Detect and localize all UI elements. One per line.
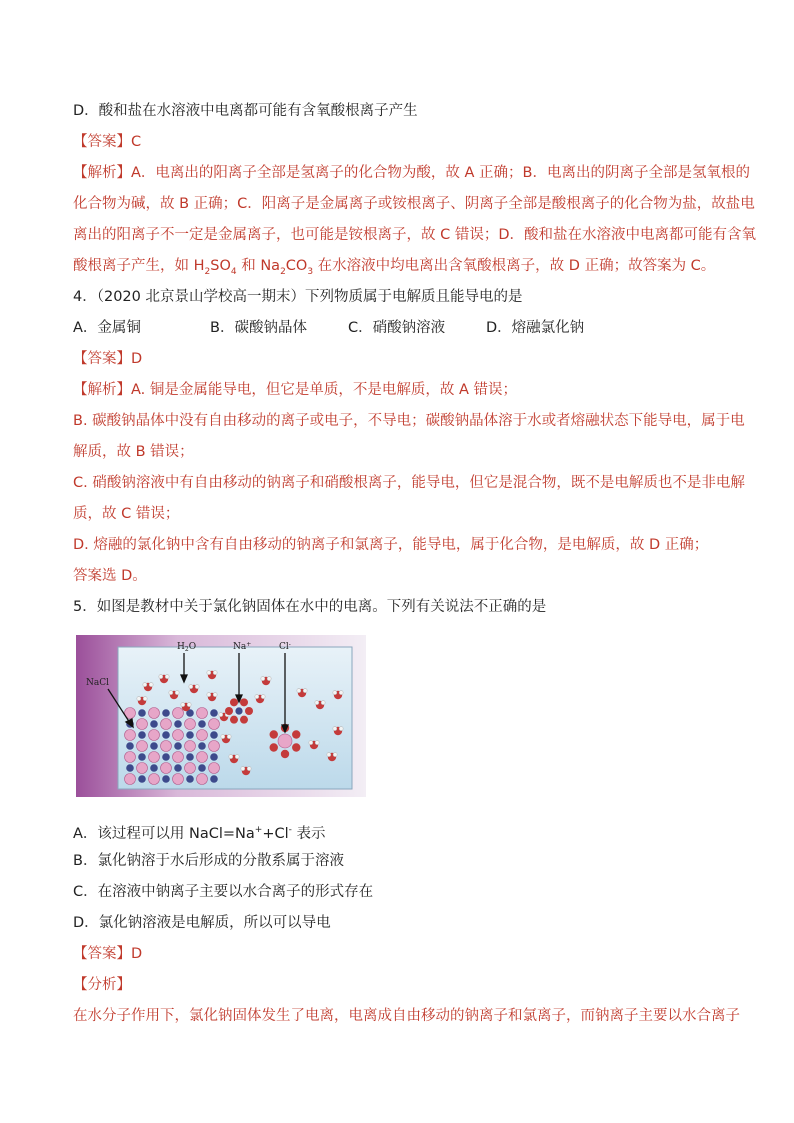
nacl-dissolution-figure xyxy=(76,635,366,797)
hydration-oxygen xyxy=(270,743,278,751)
crystal-cl-ion xyxy=(161,719,172,730)
crystal-na-ion xyxy=(198,742,206,750)
crystal-na-ion xyxy=(162,709,170,717)
water-hydrogen xyxy=(235,755,239,759)
water-hydrogen xyxy=(195,685,199,689)
crystal-na-ion xyxy=(186,775,194,783)
analysis-4-line-5: 质，故 C 错误； xyxy=(73,506,180,522)
water-hydrogen xyxy=(159,675,163,679)
label-cl: Cl- xyxy=(279,641,291,652)
water-hydrogen xyxy=(229,755,233,759)
water-hydrogen xyxy=(309,741,313,745)
chloride-ion xyxy=(278,734,292,748)
water-hydrogen xyxy=(207,693,211,697)
crystal-cl-ion xyxy=(149,774,160,785)
crystal-na-ion xyxy=(138,775,146,783)
label-na: Na+ xyxy=(233,641,252,652)
crystal-na-ion xyxy=(198,764,206,772)
crystal-cl-ion xyxy=(125,752,136,763)
crystal-na-ion xyxy=(210,753,218,761)
crystal-na-ion xyxy=(210,709,218,717)
water-hydrogen xyxy=(333,727,337,731)
water-hydrogen xyxy=(137,697,141,701)
crystal-na-ion xyxy=(174,764,182,772)
water-hydrogen xyxy=(333,691,337,695)
crystal-cl-ion xyxy=(185,763,196,774)
water-hydrogen xyxy=(219,713,223,717)
water-hydrogen xyxy=(213,693,217,697)
crystal-cl-ion xyxy=(137,763,148,774)
water-hydrogen xyxy=(315,701,319,705)
label-h2o: $H_2O$ xyxy=(177,642,197,653)
hydration-oxygen xyxy=(281,750,289,758)
q5-option-a: A．该过程可以用 NaCl=Na++Cl- 表示 xyxy=(73,825,326,842)
crystal-cl-ion xyxy=(137,719,148,730)
analysis-label: 【解析】 xyxy=(73,165,131,181)
water-hydrogen xyxy=(297,689,301,693)
analysis-4-line-1: 【解析】A. 铜是金属能导电，但它是单质，不是电解质，故 A 错误； xyxy=(73,382,518,398)
crystal-na-ion xyxy=(162,731,170,739)
crystal-cl-ion xyxy=(173,774,184,785)
hydration-oxygen xyxy=(240,698,248,706)
q4-option-d: D．熔融氯化钠 xyxy=(486,320,585,336)
analysis-3-line-2: 化合物为碱，故 B 正确；C．阳离子是金属离子或铵根离子、阴离子全部是酸根离子的化合物为盐，故盐电 xyxy=(73,196,755,212)
water-hydrogen xyxy=(333,753,337,757)
crystal-cl-ion xyxy=(125,730,136,741)
q5-option-d: D．氯化钠溶液是电解质，所以可以导电 xyxy=(73,915,331,931)
analysis-4-line-2: B. 碳酸钠晶体中没有自由移动的离子或电子，不导电；碳酸钠晶体溶于水或者熔融状态下能导电，属于电 xyxy=(73,413,745,429)
crystal-cl-ion xyxy=(149,752,160,763)
crystal-cl-ion xyxy=(209,719,220,730)
analysis-4-line-3: 解质，故 B 错误； xyxy=(73,444,194,460)
hydration-oxygen xyxy=(245,707,253,715)
water-hydrogen xyxy=(267,677,271,681)
water-hydrogen xyxy=(339,691,343,695)
water-hydrogen xyxy=(181,703,185,707)
crystal-cl-ion xyxy=(197,730,208,741)
water-hydrogen xyxy=(227,735,231,739)
crystal-na-ion xyxy=(126,742,134,750)
crystal-na-ion xyxy=(150,742,158,750)
analysis-heading: 【分析】 xyxy=(73,977,131,993)
crystal-na-ion xyxy=(186,753,194,761)
sodium-ion xyxy=(235,707,243,715)
crystal-cl-ion xyxy=(125,774,136,785)
water-hydrogen xyxy=(143,697,147,701)
answer-3 xyxy=(73,132,723,152)
crystal-cl-ion xyxy=(209,763,220,774)
water-hydrogen xyxy=(303,689,307,693)
water-hydrogen xyxy=(175,691,179,695)
answer-4: 【答案】D xyxy=(73,351,143,367)
crystal-cl-ion xyxy=(185,741,196,752)
q5-option-b: B．氯化钠溶于水后形成的分散系属于溶液 xyxy=(73,853,344,869)
crystal-cl-ion xyxy=(185,719,196,730)
crystal-na-ion xyxy=(138,753,146,761)
crystal-na-ion xyxy=(138,731,146,739)
crystal-na-ion xyxy=(210,775,218,783)
q4-option-b: B．碳酸钠晶体 xyxy=(210,320,307,336)
water-hydrogen xyxy=(327,753,331,757)
water-hydrogen xyxy=(241,767,245,771)
crystal-na-ion xyxy=(138,709,146,717)
crystal-na-ion xyxy=(198,720,206,728)
water-hydrogen xyxy=(165,675,169,679)
hydration-oxygen xyxy=(240,716,248,724)
crystal-cl-ion xyxy=(173,708,184,719)
analysis-3-line-4: 酸根离子产生，如 $H_2SO_4$ 和 $Na_2CO_3$ 在水溶液中均电离出含氧酸根离子，故 D 正确；故答案为 C。 xyxy=(73,258,716,277)
water-hydrogen xyxy=(261,695,265,699)
crystal-na-ion xyxy=(174,720,182,728)
crystal-cl-ion xyxy=(161,741,172,752)
crystal-na-ion xyxy=(174,742,182,750)
analysis-4-line-7: 答案选 D。 xyxy=(73,568,147,584)
question-4-stem: 4．（2020 北京景山学校高一期末）下列物质属于电解质且能导电的是 xyxy=(73,289,523,305)
analysis-3-line-3: 离出的阳离子不一定是金属离子，也可能是铵根离子，故 C 错误；D．酸和盐在水溶液中电离都可能有含氧 xyxy=(73,227,757,243)
question-5-stem: 5．如图是教材中关于氯化钠固体在水中的电离。下列有关说法不正确的是 xyxy=(73,599,547,615)
hydration-oxygen xyxy=(270,730,278,738)
q4-option-c: C．硝酸钠溶液 xyxy=(348,320,446,336)
hydration-oxygen xyxy=(225,707,233,715)
crystal-cl-ion xyxy=(197,708,208,719)
prev-option-d: D．酸和盐在水溶液中电离都可能有含氧酸根离子产生 xyxy=(73,103,418,119)
fenxi-line-1: 在水分子作用下，氯化钠固体发生了电离，电离成自由移动的钠离子和氯离子，而钠离子主要以水合离子 xyxy=(73,1008,740,1024)
crystal-na-ion xyxy=(150,764,158,772)
water-hydrogen xyxy=(149,683,153,687)
q4-option-a: A．金属铜 xyxy=(73,320,141,336)
hydration-oxygen xyxy=(292,730,300,738)
crystal-cl-ion xyxy=(149,708,160,719)
crystal-na-ion xyxy=(126,764,134,772)
crystal-cl-ion xyxy=(197,752,208,763)
water-hydrogen xyxy=(213,671,217,675)
analysis-4-line-4: C. 硝酸钠溶液中有自由移动的钠离子和硝酸根离子，能导电，但它是混合物，既不是电解质也不是非电解 xyxy=(73,475,745,491)
answer-value: C xyxy=(131,134,142,150)
q5-option-c: C．在溶液中钠离子主要以水合离子的形式存在 xyxy=(73,884,374,900)
crystal-na-ion xyxy=(162,775,170,783)
water-hydrogen xyxy=(221,735,225,739)
hydration-oxygen xyxy=(230,716,238,724)
crystal-na-ion xyxy=(186,731,194,739)
crystal-cl-ion xyxy=(197,774,208,785)
hydration-oxygen xyxy=(230,698,238,706)
water-hydrogen xyxy=(207,671,211,675)
water-hydrogen xyxy=(143,683,147,687)
answer-5: 【答案】D xyxy=(73,946,143,962)
crystal-cl-ion xyxy=(209,741,220,752)
water-hydrogen xyxy=(339,727,343,731)
crystal-cl-ion xyxy=(161,763,172,774)
water-hydrogen xyxy=(247,767,251,771)
analysis-3-line-1: 【解析】A．电离出的阳离子全部是氢离子的化合物为酸，故 A 正确；B．电离出的阴离子全部是氢氧根的 xyxy=(73,165,751,181)
water-hydrogen xyxy=(187,703,191,707)
water-hydrogen xyxy=(255,695,259,699)
hydration-oxygen xyxy=(292,743,300,751)
water-hydrogen xyxy=(261,677,265,681)
crystal-cl-ion xyxy=(173,730,184,741)
crystal-na-ion xyxy=(150,720,158,728)
water-hydrogen xyxy=(315,741,319,745)
label-nacl: NaCl xyxy=(86,678,110,688)
crystal-cl-ion xyxy=(173,752,184,763)
water-hydrogen xyxy=(189,685,193,689)
water-hydrogen xyxy=(169,691,173,695)
water-hydrogen xyxy=(321,701,325,705)
answer-label: 【答案】 xyxy=(73,134,131,150)
crystal-cl-ion xyxy=(137,741,148,752)
analysis-4-line-6: D. 熔融的氯化钠中含有自由移动的钠离子和氯离子，能导电，属于化合物，是电解质，故 D 正确； xyxy=(73,537,709,553)
crystal-na-ion xyxy=(162,753,170,761)
crystal-na-ion xyxy=(210,731,218,739)
crystal-cl-ion xyxy=(149,730,160,741)
